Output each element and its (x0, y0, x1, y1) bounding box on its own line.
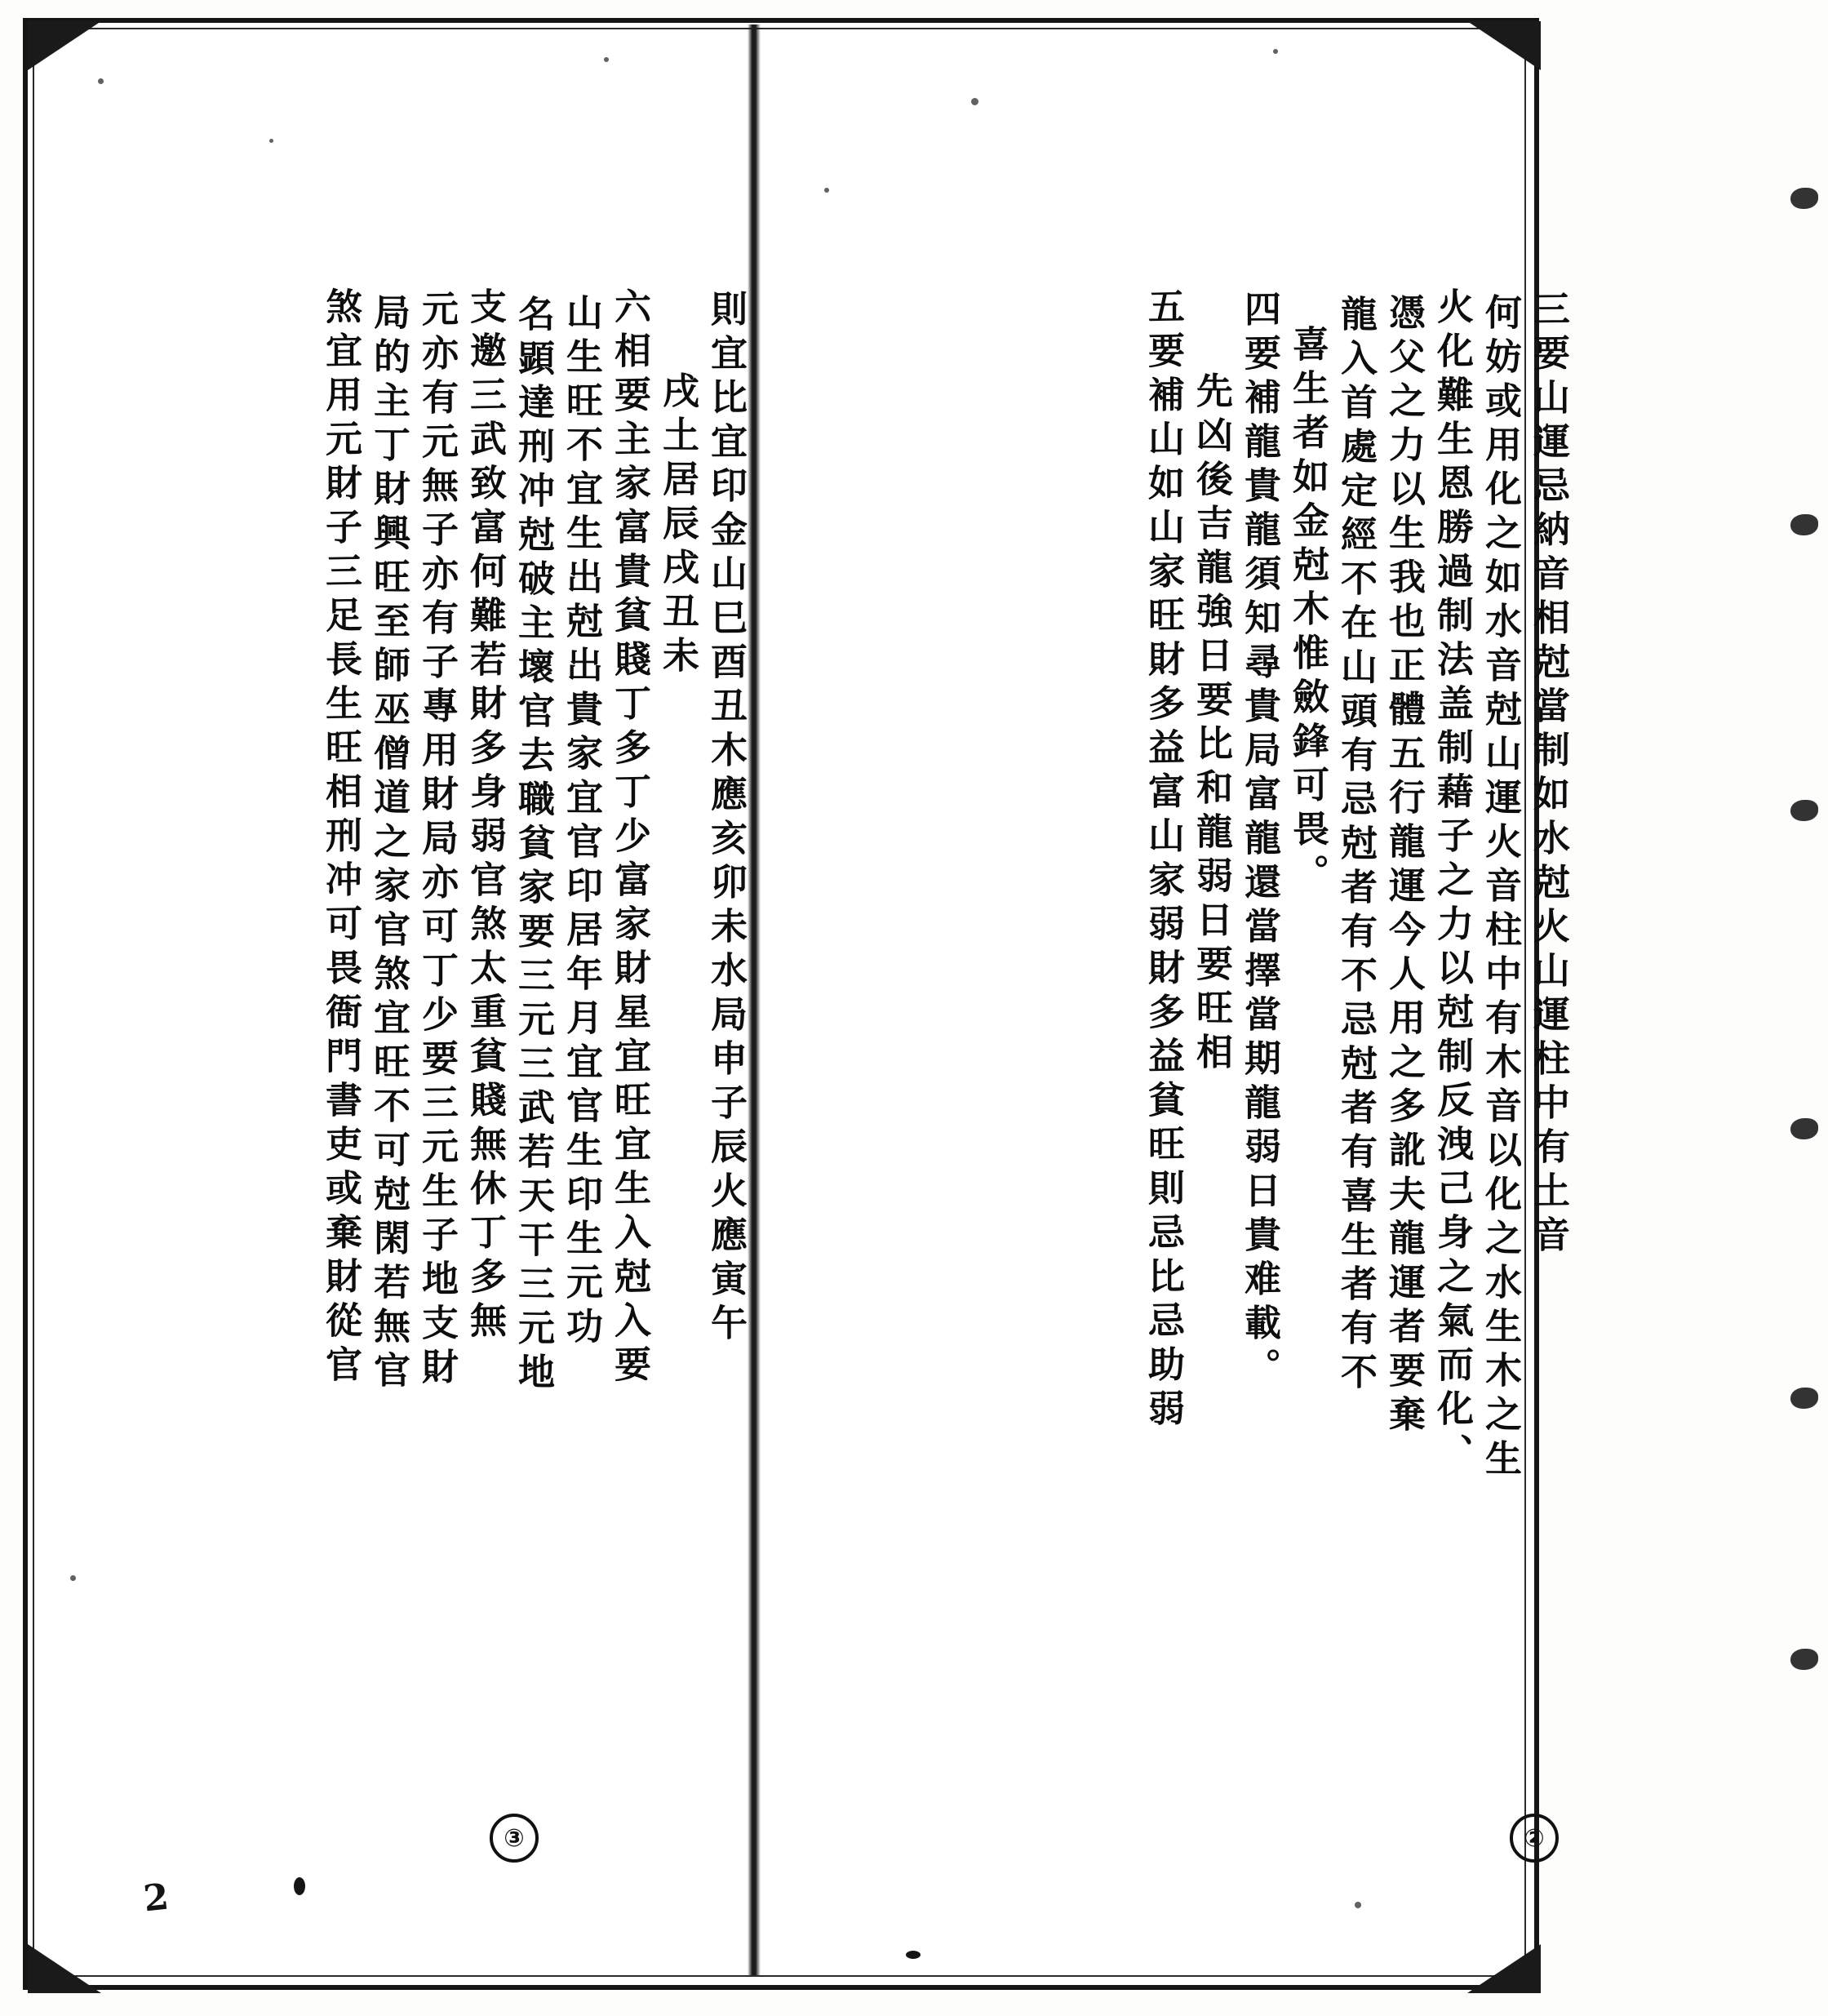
text-column: 火化難生恩勝過制法盖制藉子之力以尅制反洩己身之氣而化、 (1431, 286, 1474, 1478)
left-page (33, 0, 759, 2016)
text-column: 三要山運忌納音相尅當制如水尅火山運柱中有土音 (1527, 289, 1570, 1260)
text-column: 龍入首處定經不在山頭有忌尅者有不忌尅者有喜生者有不 (1334, 294, 1378, 1397)
scan-edge-artifact (1790, 1649, 1818, 1670)
scan-edge-artifact (1790, 514, 1818, 535)
scan-edge-artifact (1790, 1118, 1818, 1139)
text-column: 煞宜用元財子三足長生旺相刑冲可畏衙門書吏或棄財從官 (319, 286, 362, 1390)
text-column: 名顕達刑冲尅破主壞官去職貧家要三元三武若天干三元地 (512, 294, 555, 1397)
scan-edge-artifact (1790, 800, 1818, 821)
right-page (761, 0, 1577, 2016)
right-page-text-block (1134, 286, 1570, 1484)
text-column: 五要補山如山家旺財多益富山家弱財多益貧旺則忌比忌助弱 (1142, 286, 1185, 1434)
text-column: 局的主丁財興旺至師巫僧道之家官煞宜旺不可尅閑若無官 (367, 292, 410, 1396)
text-column: 先凶後吉龍強日要比和龍弱日要旺相 (1190, 371, 1233, 1077)
text-column: 喜生者如金尅木惟斂鋒可畏。 (1286, 324, 1329, 899)
text-column: 四要補龍貴龍須知尋貴局富龍還當擇當期龍弱日貴难載。 (1238, 289, 1281, 1392)
text-column: 山生旺不宜生出尅出貴家宜官印居年月宜官生印生元功 (560, 292, 603, 1352)
text-column: 何妨或用化之如水音尅山運火音柱中有木音以化之水生木之生 (1479, 292, 1522, 1484)
page-marker-3: ③ (490, 1814, 539, 1863)
scan-edge-artifact (1790, 1388, 1818, 1409)
text-column: 元亦有元無子亦有子專用財局亦可丁少要三元生子地支財 (415, 289, 459, 1392)
left-page-text-block (311, 286, 748, 1397)
scan-edge-artifact (1790, 188, 1818, 209)
text-column: 支邀三武致富何難若財多身弱官煞太重貧賤無休丁多無 (464, 286, 507, 1346)
text-column: 六相要主家富貴貧賤丁多丁少富家財星宜旺宜生入尅入要 (608, 286, 651, 1390)
text-column: 戌土居辰戌丑未 (656, 371, 699, 681)
folio-number: 2 (141, 1876, 171, 1921)
text-column: 則宜比宜印金山巳酉丑木應亥卯未水局申子辰火應寅午 (704, 289, 748, 1348)
text-column: 憑父之力以生我也正體五行龍運今人用之多訛夫龍運者要棄 (1382, 292, 1426, 1440)
page-marker-2: ② (1510, 1814, 1559, 1863)
